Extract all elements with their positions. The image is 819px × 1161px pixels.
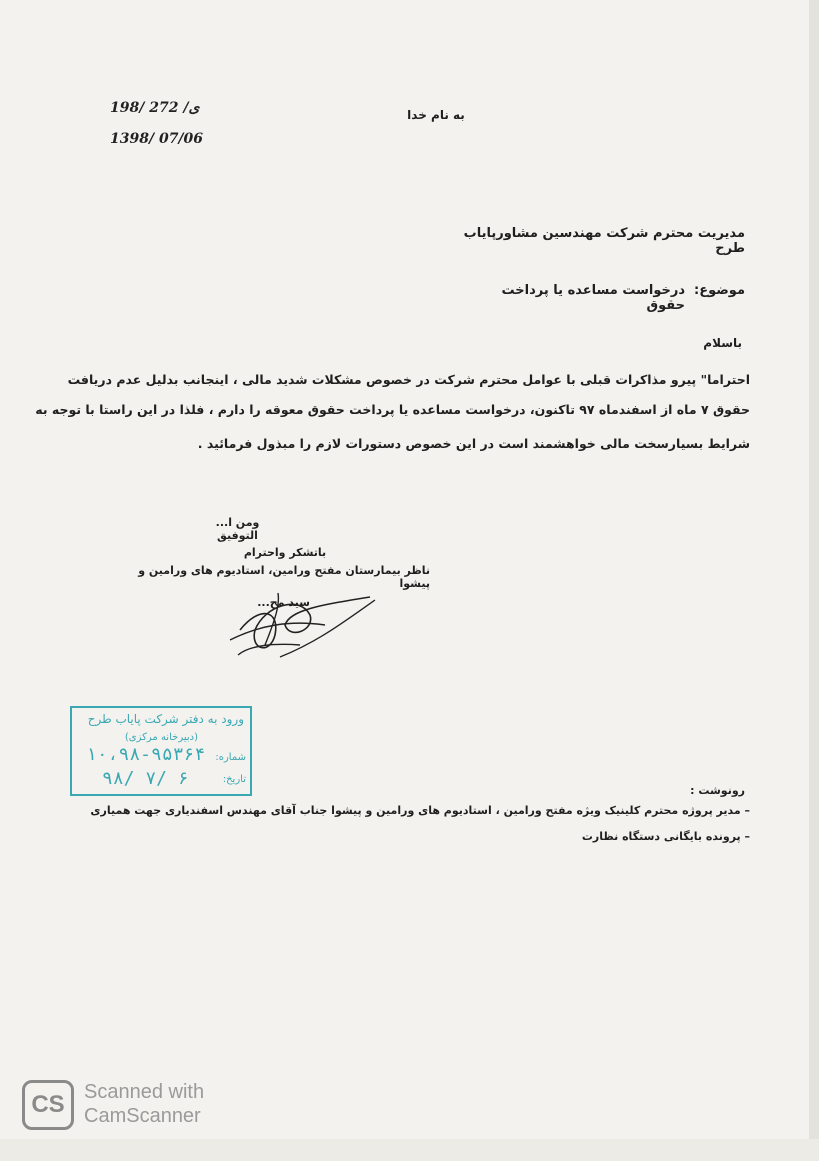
subject-label: موضوع: [694, 283, 745, 298]
greeting: باسلام [703, 336, 742, 350]
signature-image [220, 585, 390, 665]
subject-text: درخواست مساعده یا پرداخت حقوق [501, 283, 685, 313]
stamp-number-value: ۱۰،۹۸-۹۵۳۶۴ [86, 744, 206, 765]
camscanner-logo-icon: CS [22, 1080, 74, 1130]
cc-line-2: – پرونده بایگانی دستگاه نظارت [581, 830, 750, 843]
stamp-date-value: ۹۸/ ۷/ ۶ [102, 768, 189, 789]
letter-number: 198/ ی/ 272 [110, 100, 200, 116]
cc-heading: رونوشت : [690, 784, 745, 797]
closing-prayer: ومن ا... التوفیق [215, 516, 260, 542]
scan-edge-bottom [0, 1139, 819, 1161]
stamp-title: ورود به دفتر شرکت پایاب طرح [87, 712, 244, 726]
cc-line-1: – مدیر پروژه محترم کلینیک ویژه مفتح ورامین ، استادیوم های ورامین و پیشوا جناب آقای مهندس اسفندیاری جهت همیاری [90, 804, 750, 817]
signer-name: سید مح... [257, 596, 310, 609]
receipt-stamp [70, 706, 252, 796]
stamp-number-label: شماره: [215, 752, 246, 763]
stamp-subtitle: (دبیرخانه مرکزی) [124, 732, 198, 743]
basmala: به نام خدا [407, 108, 465, 122]
body-line-3: شرایط بسیارسخت مالی خواهشمند است در این خصوص دستورات لازم را مبذول فرمائید . [197, 436, 750, 451]
closing-thanks: باتشکر واحترام [243, 546, 327, 559]
letter-date: 1398/ 07/06 [110, 131, 204, 147]
stamp-date-label: تاریخ: [222, 774, 246, 785]
signer-title: ناظر بیمارستان مفتح ورامین، استادیوم های ورامین و پیشوا [138, 564, 430, 590]
camscanner-watermark [84, 1080, 204, 1128]
body-line-1: احتراما" پیرو مذاکرات قبلی با عوامل محترم شرکت در خصوص مشکلات شدید مالی ، اینجانب بدلیل عدم دریافت [67, 372, 750, 387]
recipient: مدیریت محترم شرکت مهندسین مشاورپایاب طرح [463, 226, 745, 256]
watermark-line-1: Scanned with [84, 1081, 205, 1103]
watermark-line-2: CamScanner [84, 1105, 201, 1127]
scan-edge-right [809, 0, 819, 1161]
body-line-2: حقوق ۷ ماه از اسفندماه ۹۷ تاکنون، درخواست مساعده یا پرداخت حقوق معوقه را دارم ، فلذا در این راستا با توجه به [35, 402, 750, 417]
